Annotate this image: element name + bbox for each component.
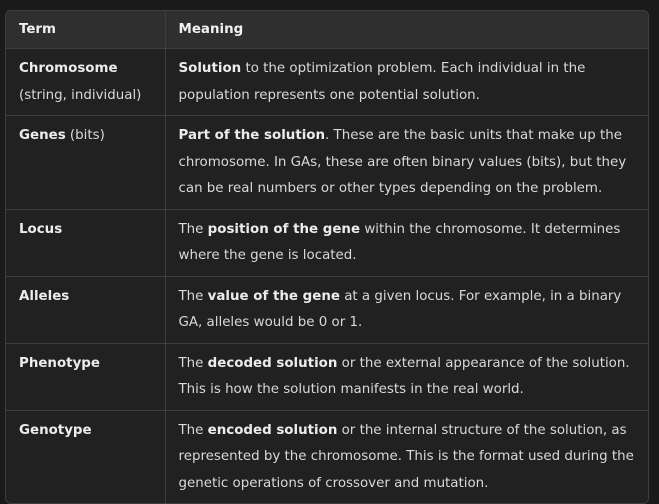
meaning-bold: Solution	[178, 61, 242, 76]
terms-table	[6, 11, 648, 503]
table-row-genes	[6, 116, 648, 210]
table-row-genotype	[6, 410, 648, 503]
term-cell	[6, 49, 165, 116]
table-header-row	[6, 11, 648, 49]
table-row-chromosome	[6, 49, 648, 116]
term-cell	[6, 410, 165, 503]
term-cell	[6, 116, 165, 210]
meaning-cell	[165, 116, 648, 210]
term-label: Alleles	[19, 288, 70, 304]
term-label: Locus	[19, 221, 63, 237]
meaning-text: within the chromosome. It determines where the gene is located.	[178, 221, 621, 263]
header-term: Term	[6, 11, 165, 49]
meaning-text: . These are the basic units that make up the chromosome. In GAs, these are often binary values (bits), but they can be real numbers or other types depending on the problem.	[178, 128, 627, 196]
term-cell	[6, 209, 165, 276]
header-meaning: Meaning	[165, 11, 648, 49]
term-label: Chromosome	[19, 61, 118, 76]
meaning-text: to the optimization problem. Each individual in the population represents one potential solution.	[178, 61, 586, 103]
meaning-cell	[165, 343, 648, 410]
meaning-bold: encoded solution	[207, 422, 338, 438]
meaning-cell	[165, 49, 648, 116]
term-cell	[6, 343, 165, 410]
term-label: Genotype	[19, 422, 92, 438]
term-note: (string, individual)	[19, 87, 142, 103]
table-row-locus	[6, 209, 648, 276]
meaning-cell	[165, 276, 648, 343]
meaning-prefix: The	[178, 355, 208, 371]
meaning-prefix: The	[178, 422, 208, 438]
term-label: Phenotype	[19, 355, 100, 371]
table-row-alleles	[6, 276, 648, 343]
term-note: (bits)	[65, 128, 105, 143]
meaning-prefix: The	[178, 221, 208, 237]
meaning-bold: decoded solution	[207, 355, 338, 371]
meaning-bold: value of the gene	[207, 288, 340, 304]
meaning-cell	[165, 209, 648, 276]
meaning-text: at a given locus. For example, in a binary GA, alleles would be 0 or 1.	[178, 288, 622, 330]
table-row-phenotype	[6, 343, 648, 410]
meaning-bold: position of the gene	[207, 221, 361, 237]
meaning-bold: Part of the solution	[178, 128, 326, 143]
term-cell	[6, 276, 165, 343]
terms-table-container	[5, 10, 649, 504]
term-label: Genes	[19, 128, 66, 143]
meaning-cell	[165, 410, 648, 503]
meaning-text: or the internal structure of the solution, as represented by the chromosome. This is the format used during the genetic operations of crossover and mutation.	[178, 422, 634, 491]
meaning-prefix: The	[178, 288, 208, 304]
meaning-text: or the external appearance of the solution. This is how the solution manifests in the real world.	[178, 355, 630, 397]
